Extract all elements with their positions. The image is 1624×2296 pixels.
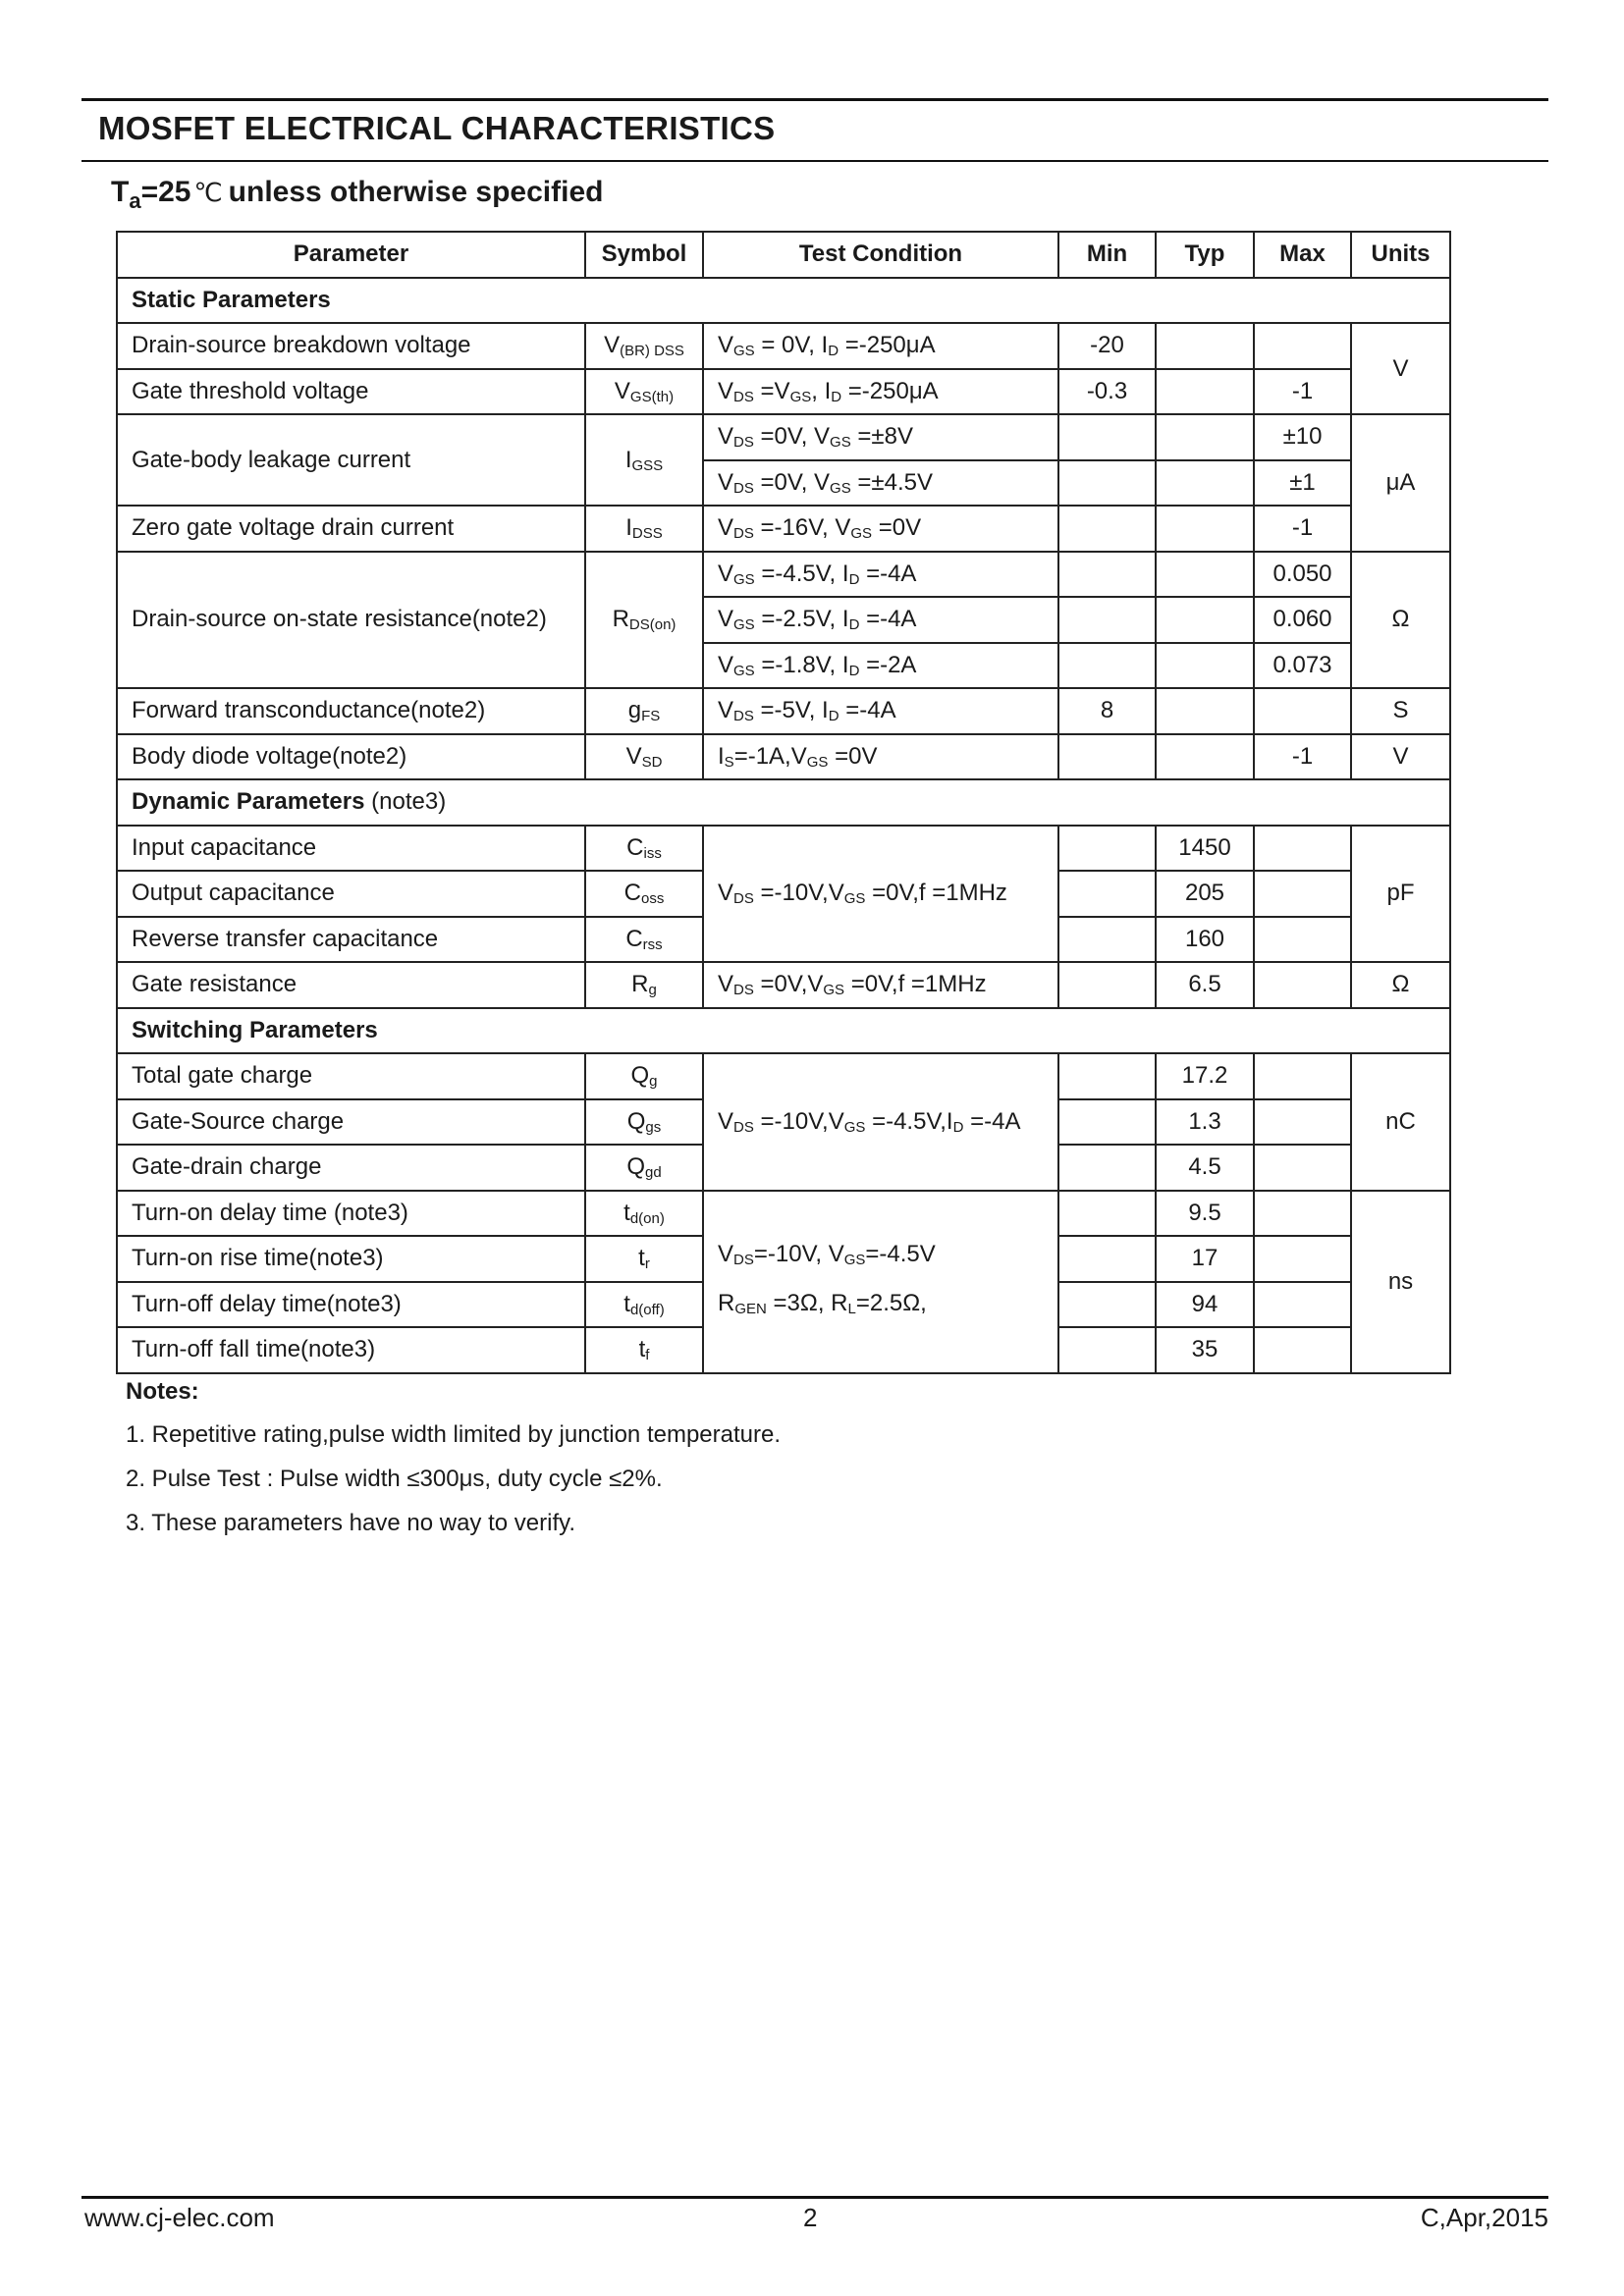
- value-typ: [1156, 552, 1254, 598]
- table-header-row: [117, 232, 1450, 278]
- test-condition: $V_{DS} =-5V$, $I_D =-4A$: [703, 688, 1058, 734]
- value-typ: [1156, 597, 1254, 643]
- param-name: Gate-drain charge: [117, 1145, 585, 1191]
- note-item: 3. These parameters have no way to verify.: [126, 1510, 576, 1536]
- table-row: [117, 826, 1450, 872]
- test-condition: $V_{DS} =0V$, $V_{GS} =\pm 4.5V$: [703, 460, 1058, 507]
- col-header-units: Units: [1351, 232, 1450, 278]
- value-max: [1254, 1145, 1351, 1191]
- col-header-typ: Typ: [1156, 232, 1254, 278]
- test-condition: $V_{DS} =0V,V_{GS} =0V,f =1MHz$: [703, 962, 1058, 1008]
- units: ns: [1351, 1191, 1450, 1373]
- value-min: [1058, 1145, 1156, 1191]
- value-typ: 94: [1156, 1282, 1254, 1328]
- units: V: [1351, 323, 1450, 414]
- notes-heading: Notes:: [126, 1378, 199, 1405]
- param-name: Zero gate voltage drain current: [117, 506, 585, 552]
- units: μA: [1351, 414, 1450, 552]
- col-header-max: Max: [1254, 232, 1351, 278]
- test-condition: $V_{DS} =-10V,V_{GS} =-4.5V,I_D =-4A$: [703, 1053, 1058, 1191]
- test-condition: $V_{DS} =-10V,V_{GS} =0V,f =1MHz$: [703, 826, 1058, 963]
- value-min: [1058, 1327, 1156, 1373]
- value-max: [1254, 1236, 1351, 1282]
- col-header-min: Min: [1058, 232, 1156, 278]
- value-min: -20: [1058, 323, 1156, 369]
- param-name: Turn-off fall time(note3): [117, 1327, 585, 1373]
- table-row: [117, 369, 1450, 415]
- value-min: [1058, 597, 1156, 643]
- test-condition: $V_{GS} =-1.8V$, $I_D =-2A$: [703, 643, 1058, 689]
- units: Ω: [1351, 552, 1450, 689]
- table-row: [117, 1191, 1450, 1237]
- section-row-dynamic: [117, 779, 1450, 826]
- value-typ: [1156, 688, 1254, 734]
- test-condition: $V_{GS} = 0V$, $I_D =-250\mu A$: [703, 323, 1058, 369]
- param-name: Forward transconductance(note2): [117, 688, 585, 734]
- value-typ: [1156, 734, 1254, 780]
- footer-rule: [81, 2196, 1548, 2199]
- value-typ: 1450: [1156, 826, 1254, 872]
- value-max: 0.073: [1254, 643, 1351, 689]
- param-name: Drain-source breakdown voltage: [117, 323, 585, 369]
- value-min: [1058, 643, 1156, 689]
- param-name: Turn-on delay time (note3): [117, 1191, 585, 1237]
- param-name: Input capacitance: [117, 826, 585, 872]
- test-condition: $V_{DS}=-10V$, $V_{GS}=-4.5V$ $R_{GEN} =3\Omega$, $R_L=2.5\Omega$,: [703, 1191, 1058, 1373]
- param-name: Turn-on rise time(note3): [117, 1236, 585, 1282]
- param-name: Gate-Source charge: [117, 1099, 585, 1146]
- note-item: 1. Repetitive rating,pulse width limited by junction temperature.: [126, 1421, 782, 1448]
- temperature-condition: $T_a=25$ ℃ unless otherwise specified: [111, 176, 604, 213]
- value-typ: [1156, 414, 1254, 460]
- param-symbol: $V_{GS(th)}$: [585, 369, 703, 415]
- value-max: [1254, 871, 1351, 917]
- value-min: [1058, 734, 1156, 780]
- value-min: [1058, 414, 1156, 460]
- value-min: [1058, 460, 1156, 507]
- param-name: Turn-off delay time(note3): [117, 1282, 585, 1328]
- param-name: Gate-body leakage current: [117, 414, 585, 506]
- value-max: [1254, 1191, 1351, 1237]
- value-max: 0.050: [1254, 552, 1351, 598]
- value-min: [1058, 1053, 1156, 1099]
- test-condition: $V_{DS} =V_{GS}$, $I_D =-250\mu A$: [703, 369, 1058, 415]
- value-max: [1254, 917, 1351, 963]
- table-row: [117, 552, 1450, 598]
- param-symbol: $C_{rss}$: [585, 917, 703, 963]
- test-condition: $V_{DS} =-16V$, $V_{GS} =0V$: [703, 506, 1058, 552]
- param-name: Gate resistance: [117, 962, 585, 1008]
- value-min: [1058, 1099, 1156, 1146]
- table-row: [117, 734, 1450, 780]
- value-min: -0.3: [1058, 369, 1156, 415]
- units: nC: [1351, 1053, 1450, 1191]
- param-symbol: $I_{DSS}$: [585, 506, 703, 552]
- table-row: [117, 962, 1450, 1008]
- param-name: Body diode voltage(note2): [117, 734, 585, 780]
- param-symbol: $t_{d(on)}$: [585, 1191, 703, 1237]
- footer-website[interactable]: www.cj-elec.com: [84, 2203, 275, 2232]
- param-symbol: $C_{oss}$: [585, 871, 703, 917]
- value-max: [1254, 1099, 1351, 1146]
- value-min: [1058, 1282, 1156, 1328]
- value-min: [1058, 962, 1156, 1008]
- page-title: MOSFET ELECTRICAL CHARACTERISTICS: [98, 110, 776, 146]
- table-row: [117, 323, 1450, 369]
- param-symbol: $I_{GSS}$: [585, 414, 703, 506]
- units: V: [1351, 734, 1450, 780]
- footer-revision: C,Apr,2015: [1420, 2203, 1548, 2232]
- note-item: 2. Pulse Test : Pulse width ≤300μs, duty cycle ≤2%.: [126, 1466, 663, 1492]
- value-typ: 160: [1156, 917, 1254, 963]
- value-min: [1058, 552, 1156, 598]
- value-max: [1254, 1053, 1351, 1099]
- value-typ: [1156, 643, 1254, 689]
- col-header-parameter: Parameter: [117, 232, 585, 278]
- value-typ: 17: [1156, 1236, 1254, 1282]
- header-rule-top: [81, 98, 1548, 101]
- param-name: Drain-source on-state resistance(note2): [117, 552, 585, 689]
- param-name: Gate threshold voltage: [117, 369, 585, 415]
- param-symbol: $t_f$: [585, 1327, 703, 1373]
- value-min: 8: [1058, 688, 1156, 734]
- param-symbol: $V_{(BR) DSS}$: [585, 323, 703, 369]
- test-condition: $V_{GS} =-4.5V$, $I_D =-4A$: [703, 552, 1058, 598]
- test-condition: $I_S=-1A,V_{GS} =0V$: [703, 734, 1058, 780]
- value-min: [1058, 1191, 1156, 1237]
- value-typ: 17.2: [1156, 1053, 1254, 1099]
- param-symbol: $g_{FS}$: [585, 688, 703, 734]
- section-dynamic-title: Dynamic Parameters (note3): [117, 779, 1450, 826]
- table-row: [117, 688, 1450, 734]
- value-max: -1: [1254, 734, 1351, 780]
- param-symbol: $V_{SD}$: [585, 734, 703, 780]
- units: S: [1351, 688, 1450, 734]
- notes-section: [126, 1378, 781, 1554]
- section-switching-title: Switching Parameters: [117, 1008, 1450, 1054]
- value-typ: 35: [1156, 1327, 1254, 1373]
- table-row: [117, 414, 1450, 460]
- section-static-title: Static Parameters: [117, 278, 1450, 324]
- value-min: [1058, 506, 1156, 552]
- header-rule-bottom: [81, 160, 1548, 162]
- table-row: [117, 1053, 1450, 1099]
- value-typ: 6.5: [1156, 962, 1254, 1008]
- param-symbol: $t_r$: [585, 1236, 703, 1282]
- param-symbol: $C_{iss}$: [585, 826, 703, 872]
- value-max: [1254, 323, 1351, 369]
- value-typ: [1156, 323, 1254, 369]
- units: pF: [1351, 826, 1450, 963]
- footer-page-number: 2: [803, 2203, 818, 2232]
- units: Ω: [1351, 962, 1450, 1008]
- param-symbol: $Q_g$: [585, 1053, 703, 1099]
- param-symbol: $Q_{gd}$: [585, 1145, 703, 1191]
- table-row: [117, 506, 1450, 552]
- value-max: [1254, 1282, 1351, 1328]
- value-max: -1: [1254, 369, 1351, 415]
- param-symbol: $R_{DS(on)}$: [585, 552, 703, 689]
- param-symbol: $t_{d(off)}$: [585, 1282, 703, 1328]
- value-min: [1058, 1236, 1156, 1282]
- value-typ: [1156, 369, 1254, 415]
- col-header-test-condition: Test Condition: [703, 232, 1058, 278]
- section-row-static: [117, 278, 1450, 324]
- value-typ: 9.5: [1156, 1191, 1254, 1237]
- value-max: -1: [1254, 506, 1351, 552]
- value-min: [1058, 826, 1156, 872]
- value-typ: 4.5: [1156, 1145, 1254, 1191]
- value-typ: [1156, 460, 1254, 507]
- param-symbol: $R_g$: [585, 962, 703, 1008]
- value-max: [1254, 688, 1351, 734]
- value-max: [1254, 962, 1351, 1008]
- value-typ: [1156, 506, 1254, 552]
- value-max: [1254, 826, 1351, 872]
- electrical-characteristics-table: [116, 231, 1451, 1374]
- col-header-symbol: Symbol: [585, 232, 703, 278]
- value-min: [1058, 917, 1156, 963]
- value-max: 0.060: [1254, 597, 1351, 643]
- test-condition: $V_{DS} =0V$, $V_{GS} =\pm 8V$: [703, 414, 1058, 460]
- param-name: Output capacitance: [117, 871, 585, 917]
- value-max: [1254, 1327, 1351, 1373]
- param-name: Reverse transfer capacitance: [117, 917, 585, 963]
- param-name: Total gate charge: [117, 1053, 585, 1099]
- value-min: [1058, 871, 1156, 917]
- value-max: ±1: [1254, 460, 1351, 507]
- section-row-switching: [117, 1008, 1450, 1054]
- value-typ: 1.3: [1156, 1099, 1254, 1146]
- value-max: ±10: [1254, 414, 1351, 460]
- param-symbol: $Q_{gs}$: [585, 1099, 703, 1146]
- value-typ: 205: [1156, 871, 1254, 917]
- test-condition: $V_{GS} =-2.5V$, $I_D =-4A$: [703, 597, 1058, 643]
